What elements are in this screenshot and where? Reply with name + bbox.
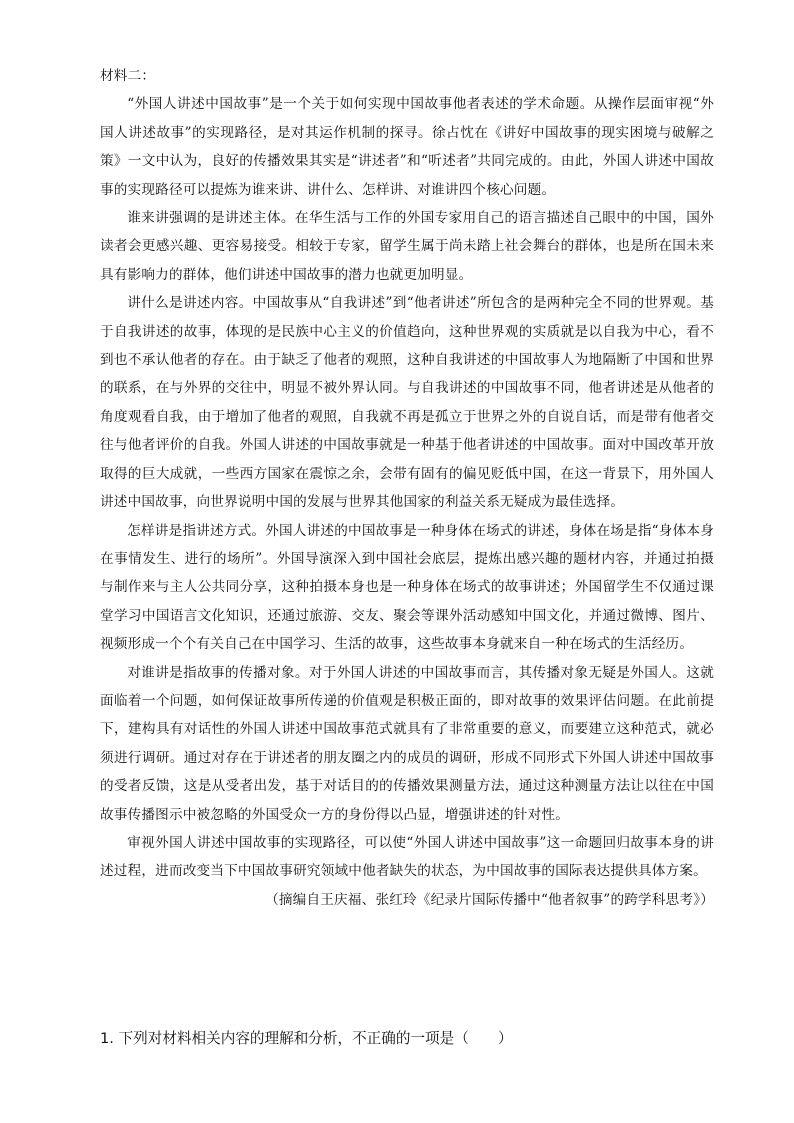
paragraph-intro: “外国人讲述中国故事”是一个关于如何实现中国故事他者表述的学术命题。从操作层面审视“外国人讲述故事”的实现路径，是对其运作机制的探寻。徐占忱在《讲好中国故事的现实困境与破解之策》一文中认为，良好的传播效果其实是“讲述者”和“听述者”共同完成的。由此，外国人讲述中国故事的实现路径可以提炼为谁来讲、讲什么、怎样讲、对谁讲四个核心问题。 xyxy=(100,96,714,198)
question-1: 1. 下列对材料相关内容的理解和分析，不正确的一项是（ ） xyxy=(100,1030,513,1047)
paragraph-conclusion: 审视外国人讲述中国故事的实现路径，可以使“外国人讲述中国故事”这一命题回归故事本身的讲述过程，进而改变当下中国故事研究领域中他者缺失的状态，为中国故事的国际表达提供具体方案。 xyxy=(100,834,714,880)
source-citation: （摘编自王庆福、张红玲《纪录片国际传播中“他者叙事”的跨学科思考》） xyxy=(265,891,714,908)
material-heading: 材料二： xyxy=(100,68,156,84)
paragraph-who-tells: 谁来讲强调的是讲述主体。在华生活与工作的外国专家用自己的语言描述自己眼中的中国，国外读者会更感兴趣、更容易接受。相较于专家，留学生属于尚未踏上社会舞台的群体，也是所在国未来具有影响力的群体，他们讲述中国故事的潜力也就更加明显。 xyxy=(100,210,714,283)
material-two-section xyxy=(100,62,714,914)
paragraph-how-to-tell: 怎样讲是指讲述方式。外国人讲述的中国故事是一种身体在场式的讲述，身体在场是指“身体本身在事情发生、进行的场所”。外国导演深入到中国社会底层，提炼出感兴趣的题材内容，并通过拍摄与制作来与主人公共同分享，这种拍摄本身也是一种身体在场式的故事讲述；外国留学生不仅通过课堂学习中国语言文化知识，还通过旅游、交友、聚会等课外活动感知中国文化，并通过微博、图片、视频形成一个个有关自己在中国学习、生活的故事，这些故事本身就来自一种在场式的生活经历。 xyxy=(100,522,714,653)
paragraph-to-whom: 对谁讲是指故事的传播对象。对于外国人讲述的中国故事而言，其传播对象无疑是外国人。这就面临着一个问题，如何保证故事所传递的价值观是积极正面的，即对故事的效果评估问题。在此前提下，建构具有对话性的外国人讲述中国故事范式就具有了非常重要的意义，而要建立这种范式，就必须进行调研。通过对存在于讲述者的朋友圈之内的成员的调研，形成不同形式下外国人讲述中国故事的受者反馈，这是从受者出发，基于对话目的的传播效果测量方法，通过这种测量方法让以往在中国故事传播图示中被忽略的外国受众一方的身份得以凸显，增强讲述的针对性。 xyxy=(100,664,714,823)
paragraph-what-to-tell: 讲什么是讲述内容。中国故事从“自我讲述”到“他者讲述”所包含的是两种完全不同的世界观。基于自我讲述的故事，体现的是民族中心主义的价值趋向，这种世界观的实质就是以自我为中心，看不到也不承认他者的存在。由于缺乏了他者的观照，这种自我讲述的中国故事人为地隔断了中国和世界的联系，在与外界的交往中，明显不被外界认同。与自我讲述的中国故事不同，他者讲述是从他者的角度观看自我，由于增加了他者的观照，自我就不再是孤立于世界之外的自说自话，而是带有他者交往与他者评价的自我。外国人讲述的中国故事就是一种基于他者讲述的中国故事。面对中国改革开放取得的巨大成就，一些西方国家在震惊之余，会带有固有的偏见贬低中国，在这一背景下，用外国人讲述中国故事，向世界说明中国的发展与世界其他国家的利益关系无疑成为最佳选择。 xyxy=(100,295,714,511)
